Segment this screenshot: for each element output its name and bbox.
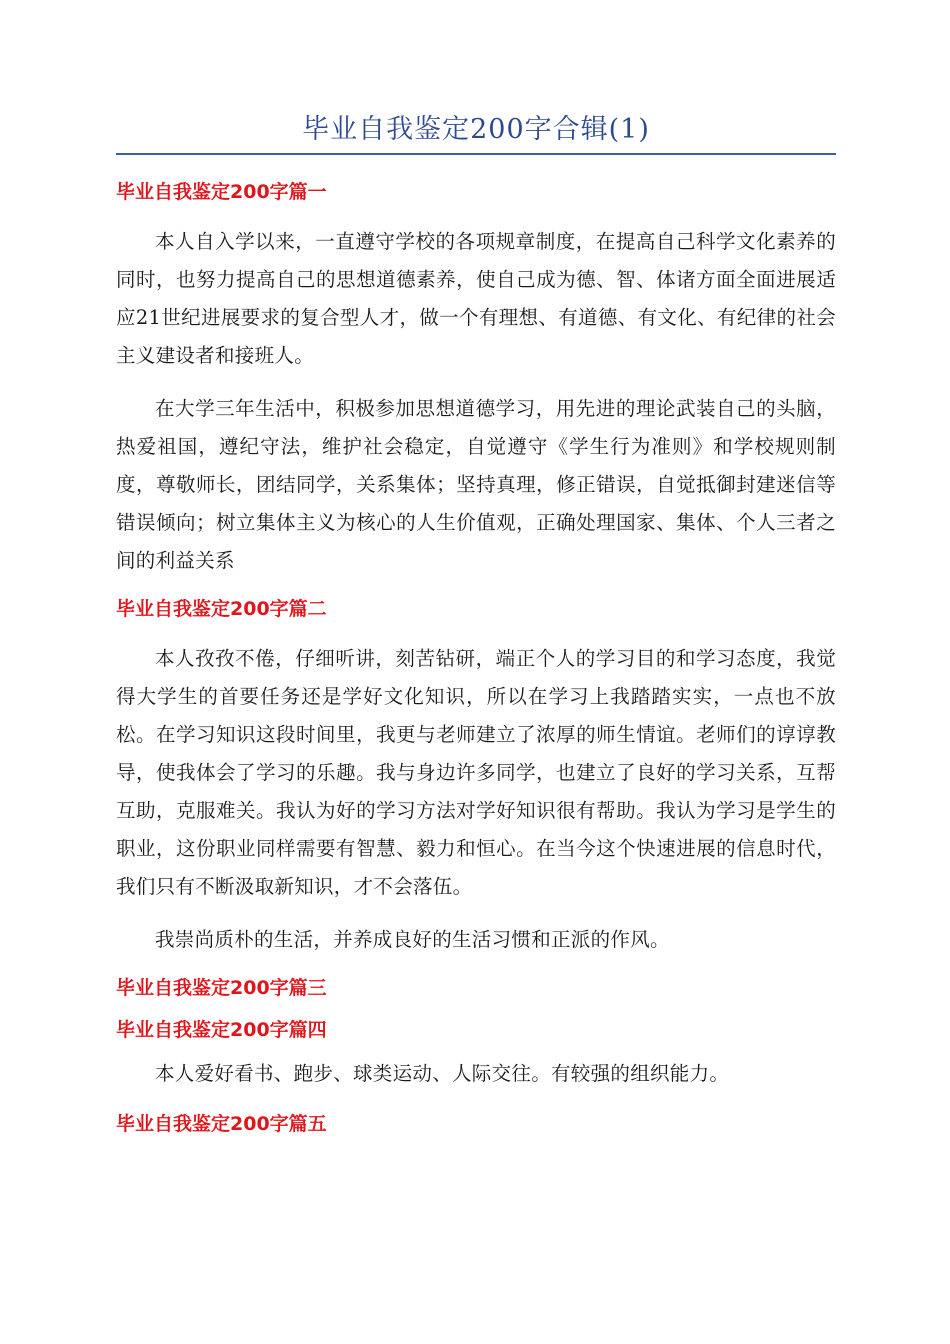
document-page: [116, 110, 836, 1137]
section-heading: 毕业自我鉴定200字篇四: [116, 1019, 327, 1041]
document-title: 毕业自我鉴定200字合辑(1): [302, 114, 650, 145]
paragraph: 本人自入学以来，一直遵守学校的各项规章制度，在提高自己科学文化素养的同时，也努力提高自己的思想道德素养，使自己成为德、智、体诸方面全面进展适应21世纪进展要求的复合型人才，做一个有理想、有道德、有文化、有纪律的社会主义建设者和接班人。: [116, 230, 836, 367]
section-heading: 毕业自我鉴定200字篇一: [116, 181, 327, 203]
title-underline: [116, 153, 836, 155]
section-heading: 毕业自我鉴定200字篇二: [116, 598, 327, 620]
paragraph: 在大学三年生活中，积极参加思想道德学习，用先进的理论武装自己的头脑，热爱祖国，遵纪守法，维护社会稳定，自觉遵守《学生行为准则》和学校规则制度，尊敬师长，团结同学，关系集体；坚持真理，修正错误，自觉抵御封建迷信等错误倾向；树立集体主义为核心的人生价值观，正确处理国家、集体、个人三者之间的利益关系: [116, 397, 836, 572]
paragraph: 本人爱好看书、跑步、球类运动、人际交往。有较强的组织能力。: [155, 1062, 730, 1085]
paragraph: 本人孜孜不倦，仔细听讲，刻苦钻研，端正个人的学习目的和学习态度，我觉得大学生的首要任务还是学好文化知识，所以在学习上我踏踏实实，一点也不放松。在学习知识这段时间里，我更与老师建立了浓厚的师生情谊。老师们的谆谆教导，使我体会了学习的乐趣。我与身边许多同学，也建立了良好的学习关系，互帮互助，克服难关。我认为好的学习方法对学好知识很有帮助。我认为学习是学生的职业，这份职业同样需要有智慧、毅力和恒心。在当今这个快速进展的信息时代，我们只有不断汲取新知识，才不会落伍。: [116, 647, 836, 898]
paragraph: 我崇尚质朴的生活，并养成良好的生活习惯和正派的作风。: [155, 928, 670, 951]
section-heading: 毕业自我鉴定200字篇五: [116, 1113, 327, 1135]
section-heading: 毕业自我鉴定200字篇三: [116, 977, 327, 999]
